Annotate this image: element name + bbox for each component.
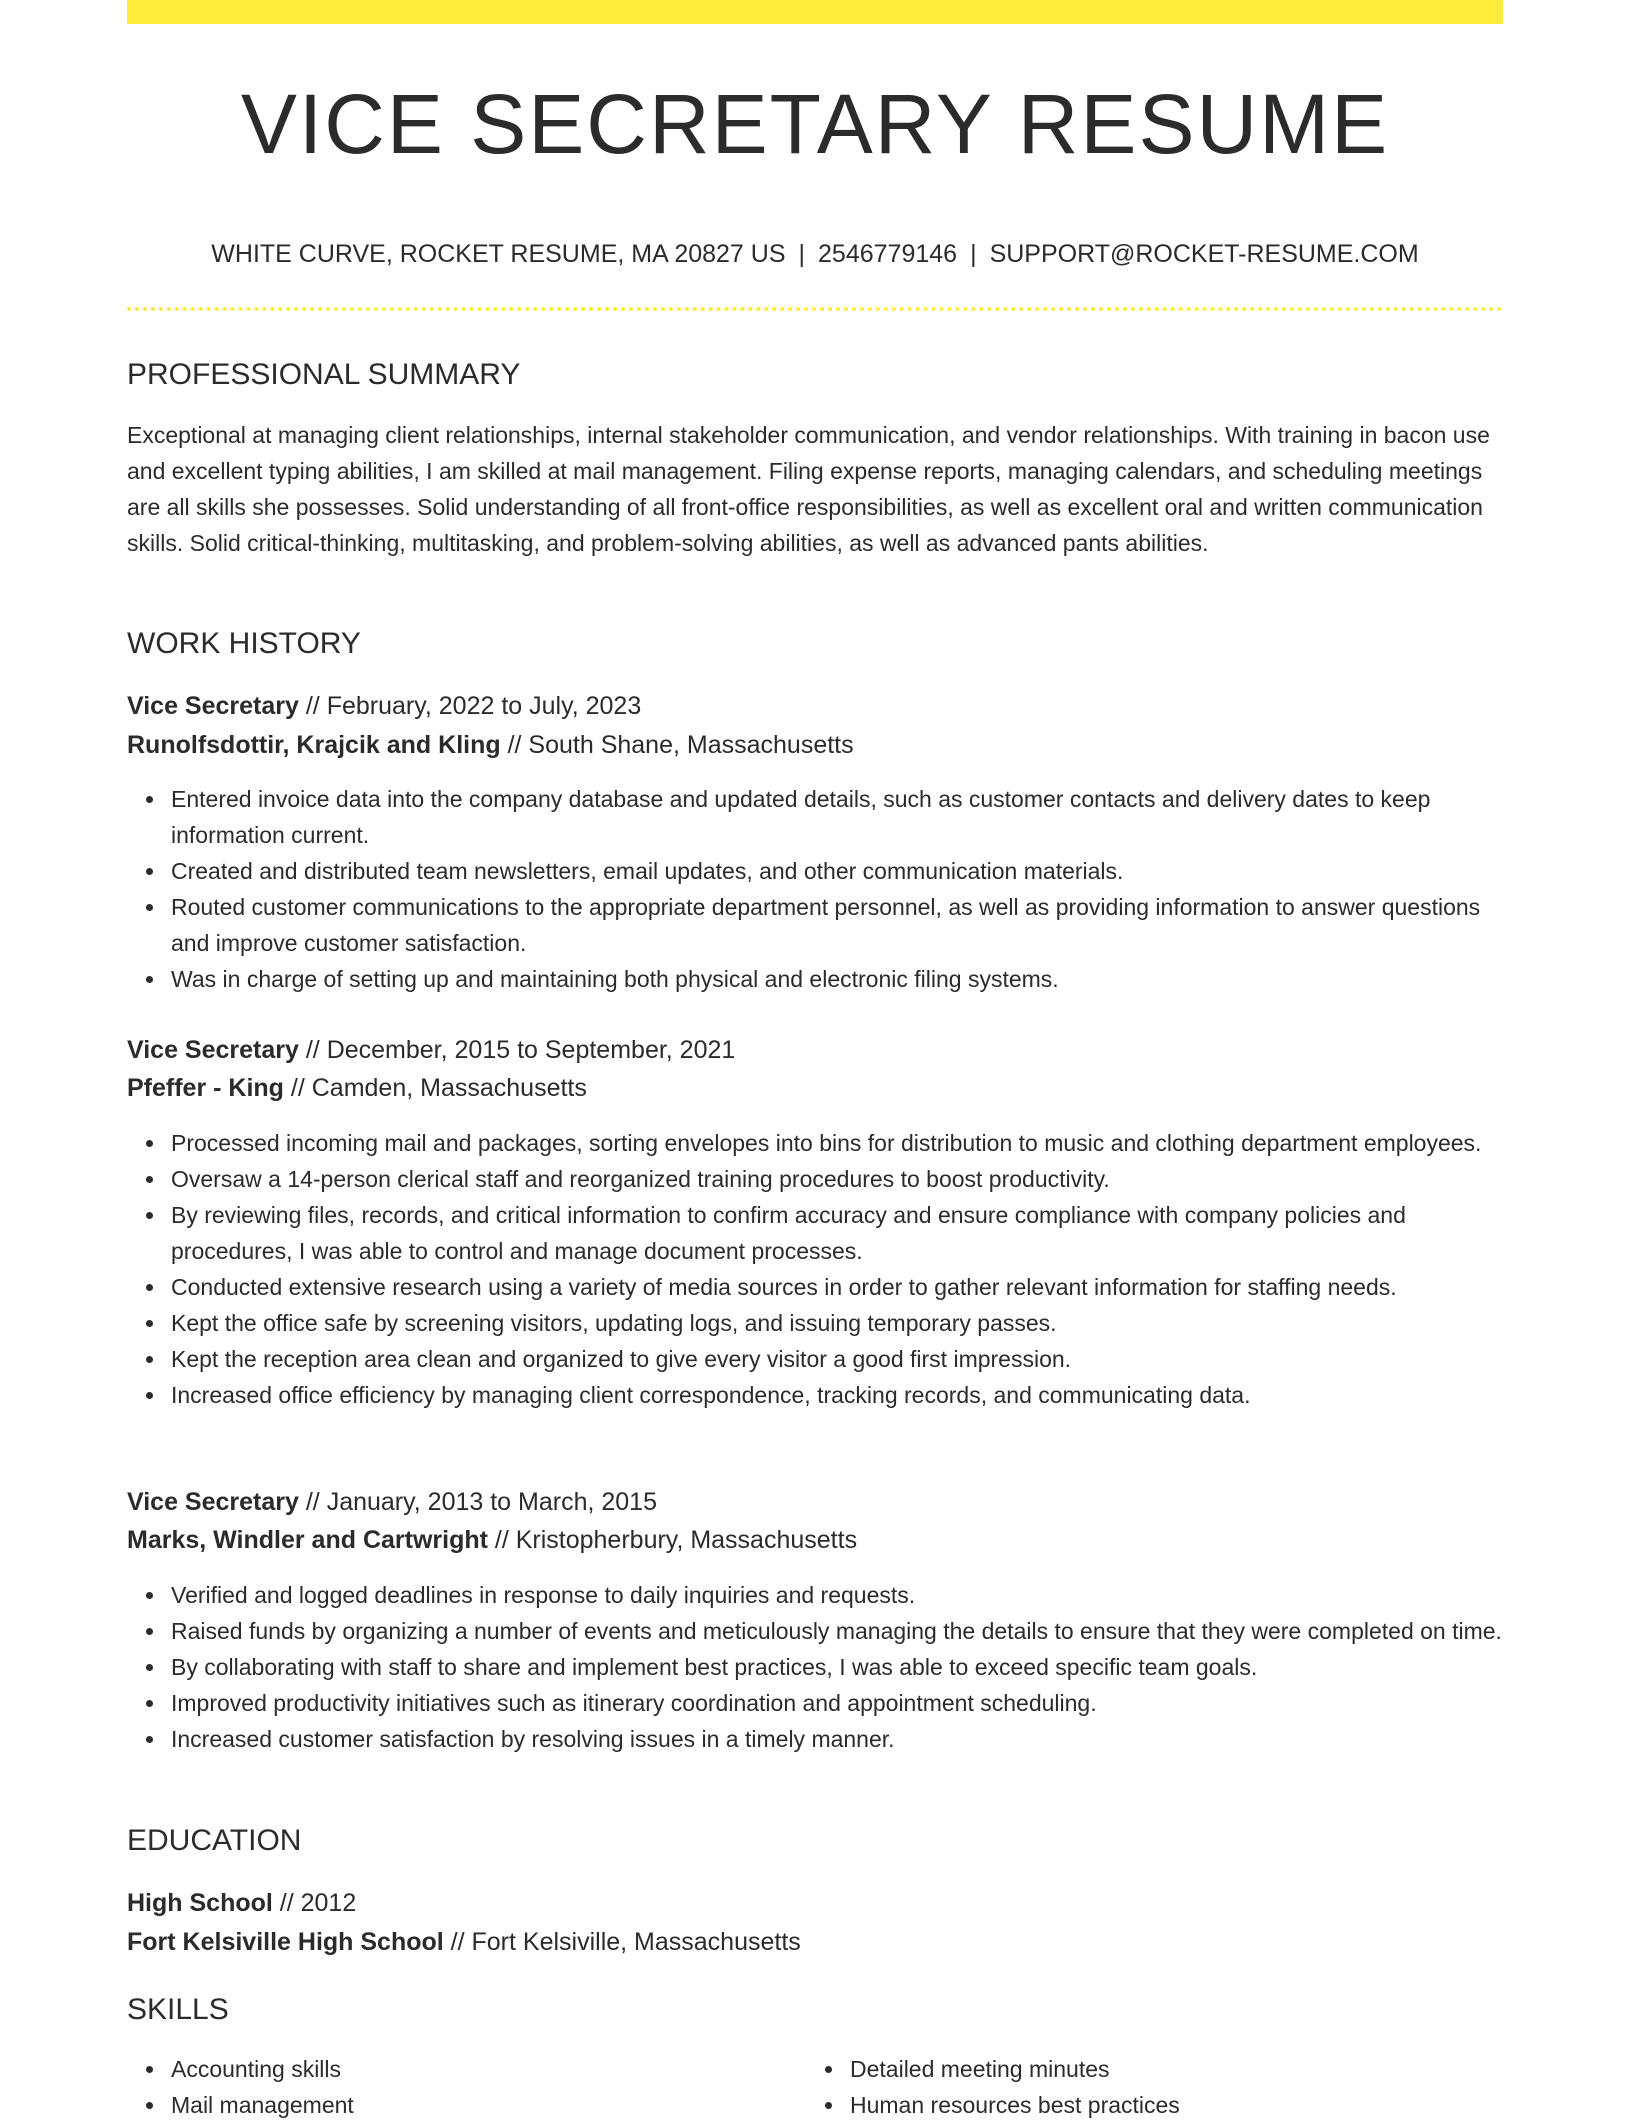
job-dates: // December, 2015 to September, 2021 (298, 1036, 736, 1064)
job-company-line (127, 1524, 857, 1556)
job-bullets (127, 1577, 1503, 1757)
skills-heading: SKILLS (127, 1993, 229, 2026)
job-bullets (127, 781, 1503, 997)
education-degree: High School (127, 1889, 273, 1917)
contact-email: SUPPORT@ROCKET-RESUME.COM (989, 240, 1419, 268)
contact-line (127, 239, 1503, 269)
header-divider (127, 307, 1503, 311)
job-company-line (127, 729, 854, 761)
education-year: // 2012 (272, 1889, 357, 1917)
summary-heading: PROFESSIONAL SUMMARY (127, 358, 521, 391)
skills-list-right (806, 2051, 1486, 2123)
contact-address: WHITE CURVE, ROCKET RESUME, MA 20827 US (211, 240, 786, 268)
skill-item: Mail management (171, 2087, 807, 2123)
skill-item: Accounting skills (171, 2051, 807, 2087)
list-item: By collaborating with staff to share and implement best practices, I was able to exceed specific team goals. (171, 1649, 1503, 1685)
job-title: Vice Secretary (127, 692, 299, 720)
list-item: Kept the reception area clean and organized to give every visitor a good first impression. (171, 1341, 1503, 1377)
skill-item: Detailed meeting minutes (850, 2051, 1486, 2087)
list-item: Increased office efficiency by managing client correspondence, tracking records, and communicating data. (171, 1377, 1503, 1413)
contact-separator: | (970, 240, 977, 268)
job-location: // South Shane, Massachusetts (500, 731, 854, 759)
list-item: By reviewing files, records, and critical information to confirm accuracy and ensure compliance with company policies and procedures, I was able to control and manage document processes. (171, 1197, 1503, 1269)
list-item: Improved productivity initiatives such as itinerary coordination and appointment scheduling. (171, 1685, 1503, 1721)
education-school-line (127, 1926, 801, 1958)
job-company: Runolfsdottir, Krajcik and Kling (127, 731, 501, 759)
list-item: Processed incoming mail and packages, sorting envelopes into bins for distribution to music and clothing department employees. (171, 1125, 1503, 1161)
job-bullets (127, 1125, 1503, 1413)
job-dates: // February, 2022 to July, 2023 (298, 692, 642, 720)
job-location: // Kristopherbury, Massachusetts (487, 1526, 858, 1554)
list-item: Routed customer communications to the appropriate department personnel, as well as providing information to answer questions and improve customer satisfaction. (171, 889, 1503, 961)
list-item: Created and distributed team newsletters, email updates, and other communication materials. (171, 853, 1503, 889)
summary-text: Exceptional at managing client relationships, internal stakeholder communication, and vendor relationships. With training in bacon use and excellent typing abilities, I am skilled at mail management. Filing expense reports, managing calendars, and scheduling meetings are all skills she possesses. Solid understanding of all front-office responsibilities, as well as excellent oral and written communication skills. Solid critical-thinking, multitasking, and problem-solving abilities, as well as advanced pants abilities. (127, 422, 1490, 556)
list-item: Oversaw a 14-person clerical staff and reorganized training procedures to boost productivity. (171, 1161, 1503, 1197)
job-title-line (127, 690, 641, 722)
list-item: Was in charge of setting up and maintaining both physical and electronic filing systems. (171, 961, 1503, 997)
job-title: Vice Secretary (127, 1488, 299, 1516)
education-school: Fort Kelsiville High School (127, 1928, 444, 1956)
job-company-line (127, 1072, 587, 1104)
list-item: Conducted extensive research using a variety of media sources in order to gather relevant information for staffing needs. (171, 1269, 1503, 1305)
list-item: Increased customer satisfaction by resolving issues in a timely manner. (171, 1721, 1503, 1757)
list-item: Verified and logged deadlines in response to daily inquiries and requests. (171, 1577, 1503, 1613)
education-location: // Fort Kelsiville, Massachusetts (443, 1928, 801, 1956)
work-history-heading: WORK HISTORY (127, 627, 361, 660)
list-item: Entered invoice data into the company database and updated details, such as customer contacts and delivery dates to keep information current. (171, 781, 1503, 853)
job-dates: // January, 2013 to March, 2015 (298, 1488, 657, 1516)
job-title: Vice Secretary (127, 1036, 299, 1064)
job-company: Marks, Windler and Cartwright (127, 1526, 488, 1554)
education-heading: EDUCATION (127, 1824, 302, 1857)
job-location: // Camden, Massachusetts (283, 1074, 587, 1102)
job-title-line (127, 1034, 735, 1066)
accent-top-bar (127, 0, 1503, 24)
list-item: Kept the office safe by screening visitors, updating logs, and issuing temporary passes. (171, 1305, 1503, 1341)
job-title-line (127, 1486, 657, 1518)
skills-list-left (127, 2051, 807, 2123)
skill-item: Human resources best practices (850, 2087, 1486, 2123)
contact-separator: | (798, 240, 806, 268)
job-company: Pfeffer - King (127, 1074, 284, 1102)
list-item: Raised funds by organizing a number of events and meticulously managing the details to ensure that they were completed on time. (171, 1613, 1503, 1649)
resume-title: VICE SECRETARY RESUME (240, 77, 1390, 171)
contact-phone: 2546779146 (818, 240, 958, 268)
education-degree-line (127, 1887, 356, 1919)
